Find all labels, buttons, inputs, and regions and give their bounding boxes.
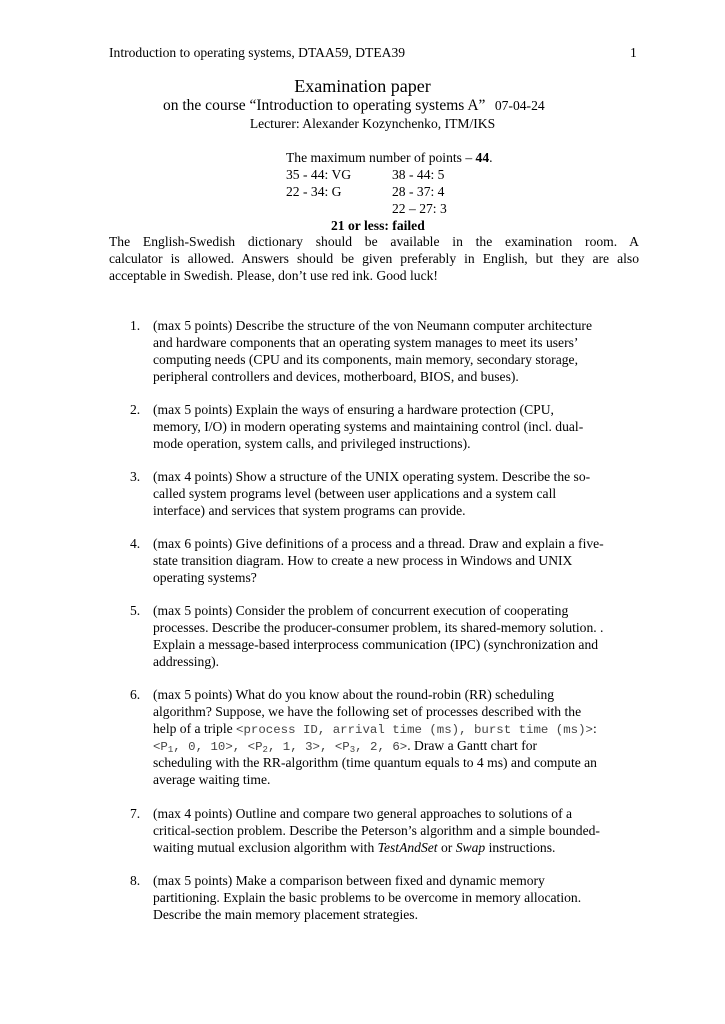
question-line: (max 6 points) Give definitions of a process and a thread. Draw and explain a five- [153, 536, 604, 551]
question-number: 1. [130, 318, 141, 333]
gantt-instruction: . Draw a Gantt chart for [407, 738, 538, 753]
subtitle: on the course “Introduction to operating systems A” [163, 97, 486, 114]
question-line: operating systems? [153, 570, 257, 585]
question-line: mode operation, system calls, and privileged instructions). [153, 436, 471, 451]
line-text: waiting mutual exclusion algorithm with [153, 840, 378, 855]
max-points-value: 44 [475, 150, 490, 165]
question-number: 4. [130, 536, 141, 551]
tuple-separator: , [320, 740, 335, 754]
line-text: instructions. [485, 840, 556, 855]
question-number: 7. [130, 806, 141, 821]
question-line: (max 5 points) Describe the structure of the von Neumann computer architecture [153, 318, 592, 333]
question-number: 3. [130, 469, 141, 484]
max-points-end: . [489, 150, 493, 165]
instructions-line: The English-Swedish dictionary should be available in the examination room. A [109, 234, 639, 249]
question-line: called system programs level (between user applications and a system call [153, 486, 557, 501]
tuple-subscript: 1 [167, 745, 174, 755]
tuple-rest: , 1, 3> [267, 740, 320, 754]
question-line [153, 839, 555, 856]
running-header: Introduction to operating systems, DTAA59, DTEA39 [109, 45, 406, 60]
question-line: Describe the main memory placement strategies. [153, 907, 418, 922]
triple-intro: help of a triple [153, 721, 237, 736]
instructions-line: calculator is allowed. Answers should be given preferably in English, but they are also [109, 251, 639, 266]
grade-5: 38 - 44: 5 [392, 167, 445, 182]
question-line: interface) and services that system programs can provide. [153, 503, 466, 518]
process-tuple-1 [153, 740, 233, 754]
question-line: (max 5 points) Explain the ways of ensuring a hardware protection (CPU, [153, 402, 554, 417]
testandset-term: TestAndSet [377, 840, 438, 855]
question-line: algorithm? Suppose, we have the following set of processes described with the [153, 704, 582, 719]
question-line: (max 4 points) Outline and compare two general approaches to solutions of a [153, 806, 573, 821]
page-number: 1 [630, 45, 637, 60]
max-points-label: The maximum number of points – [286, 150, 476, 165]
subtitle-row [163, 96, 545, 115]
tuple-subscript: 3 [349, 745, 356, 755]
question-line: (max 5 points) What do you know about the round-robin (RR) scheduling [153, 687, 555, 702]
tuple-subscript: 2 [262, 745, 268, 755]
tuple-separator: , [232, 740, 248, 754]
question-line: Explain a message-based interprocess communication (IPC) (synchronization and [153, 637, 599, 652]
exam-date: 07-04-24 [494, 98, 545, 113]
triple-colon: : [592, 721, 597, 736]
question-line: memory, I/O) in modern operating systems and maintaining control (incl. dual- [153, 419, 584, 434]
tuple-open: <P [334, 740, 350, 754]
line-text: or [437, 840, 456, 855]
question-line: state transition diagram. How to create a new process in Windows and UNIX [153, 553, 573, 568]
swap-term: Swap [455, 840, 486, 855]
instructions-paragraph [109, 233, 639, 284]
question-line: average waiting time. [153, 772, 271, 787]
triple-format-code: <process ID, arrival time (ms), burst time (ms)> [236, 723, 593, 737]
tuple-rest: , 2, 6> [355, 740, 408, 754]
failed-threshold: 21 or less: failed [331, 218, 425, 233]
question-line: (max 5 points) Make a comparison between fixed and dynamic memory [153, 873, 545, 888]
max-points-line [286, 149, 493, 166]
grade-vg: 35 - 44: VG [286, 167, 352, 182]
question-line: partitioning. Explain the basic problems to be overcome in memory allocation. [153, 890, 582, 905]
question-line: critical-section problem. Describe the Peterson’s algorithm and a simple bounded- [153, 823, 600, 838]
grade-g: 22 - 34: G [286, 184, 342, 199]
title-text: Examination paper [294, 76, 431, 96]
question-line: processes. Describe the producer-consumer problem, its shared-memory solution. . [153, 620, 604, 635]
page-title [0, 75, 725, 97]
question-line: peripheral controllers and devices, motherboard, BIOS, and buses). [153, 369, 519, 384]
question-line: and hardware components that an operating system manages to meet its users’ [153, 335, 579, 350]
grade-4: 28 - 37: 4 [392, 184, 445, 199]
question-line: (max 5 points) Consider the problem of concurrent execution of cooperating [153, 603, 569, 618]
question-number: 8. [130, 873, 141, 888]
process-tuple-3 [335, 740, 407, 754]
tuple-open: <P [247, 740, 263, 754]
lecturer-text: Lecturer: Alexander Kozynchenko, ITM/IKS [249, 116, 496, 131]
instructions-line: acceptable in Swedish. Please, don’t use red ink. Good luck! [109, 268, 438, 283]
question-line: addressing). [153, 654, 220, 669]
lecturer [0, 115, 725, 132]
question-number: 2. [130, 402, 141, 417]
question-line: scheduling with the RR-algorithm (time quantum equals to 4 ms) and compute an [153, 755, 597, 770]
process-tuple-2 [248, 740, 320, 754]
question-number: 6. [130, 687, 141, 702]
grade-3: 22 – 27: 3 [392, 201, 447, 216]
tuple-open: <P [153, 740, 168, 754]
question-line: computing needs (CPU and its components, main memory, secondary storage, [153, 352, 578, 367]
question-number: 5. [130, 603, 141, 618]
question-line: (max 4 points) Show a structure of the UNIX operating system. Describe the so- [153, 469, 591, 484]
tuple-rest: , 0, 10> [173, 740, 233, 754]
